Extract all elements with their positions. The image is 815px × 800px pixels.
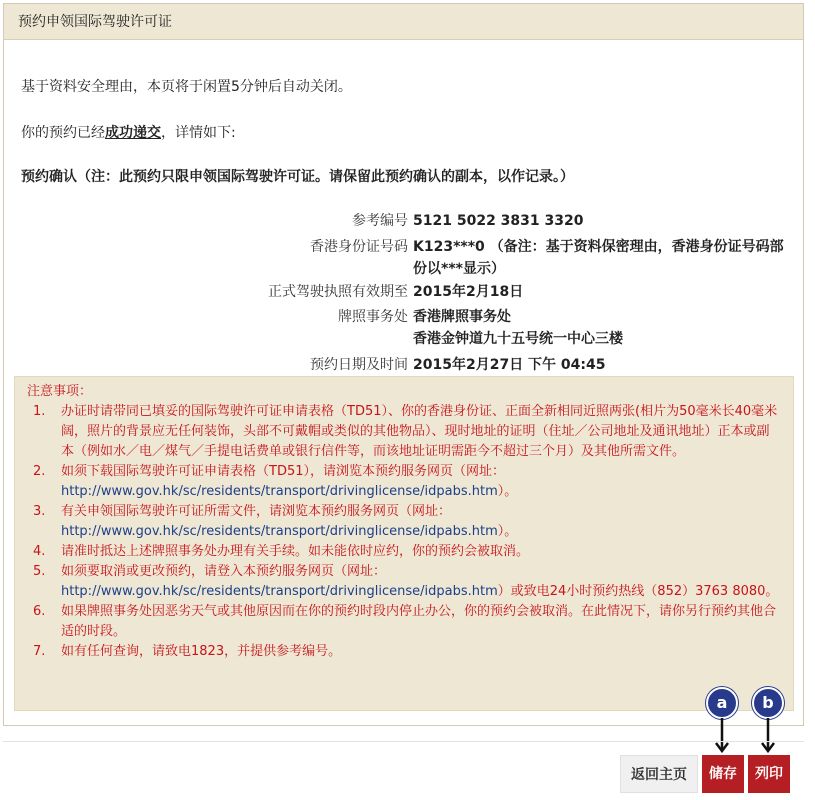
office-label: 牌照事务处 xyxy=(338,309,408,325)
notes-panel xyxy=(14,376,794,711)
note-item xyxy=(15,402,793,462)
note-item xyxy=(15,542,793,562)
note-url-link[interactable]: http://www.gov.hk/sc/residents/transport/drivinglicense/idpabs.htm xyxy=(61,524,498,539)
note-text: 有关申领国际驾驶许可证所需文件，请浏览本预约服务网页（网址： xyxy=(61,504,452,519)
office-value xyxy=(413,306,788,350)
licence-expiry-value: 2015年2月18日 xyxy=(413,284,524,300)
note-text: 如须下载国际驾驶许可证申请表格（TD51），请浏览本预约服务网页（网址： xyxy=(61,464,505,479)
print-button[interactable]: 列印 xyxy=(748,755,790,793)
submission-suffix: ，详情如下: xyxy=(161,125,236,141)
note-text: 如须要取消或更改预约，请登入本预约服务网页（网址： xyxy=(61,564,387,579)
note-item xyxy=(15,502,793,542)
note-text-after: ）或致电24小时预约热线（852）3763 8080。 xyxy=(497,584,779,599)
note-text-after: ）。 xyxy=(497,484,518,499)
down-arrow-icon xyxy=(714,718,730,758)
hkid-label: 香港身份证号码 xyxy=(310,239,408,255)
note-text: 办证时请带同已填妥的国际驾驶许可证申请表格（TD51）、你的香港身份证、正面全新相同近照两张(相片为50毫米长40毫米阔，照片的背景应无任何装饰，头部不可戴帽或类似的其他物品）、现时地址的证明（住址／公司地址及通讯地址）正本或副本（例如水／电／煤气／手提电话费单或银行信件等，而该地址证明需距今不超过三个月）及其他所需文件。 xyxy=(61,404,778,459)
note-number: 2. xyxy=(33,464,46,479)
note-url-link[interactable]: http://www.gov.hk/sc/residents/transport/drivinglicense/idpabs.htm xyxy=(61,584,498,599)
submission-success-text: 成功递交 xyxy=(105,125,161,141)
save-button[interactable]: 储存 xyxy=(702,755,744,793)
footer-divider xyxy=(3,741,804,742)
note-item xyxy=(15,462,793,502)
note-text: 请准时抵达上述牌照事务处办理有关手续。如未能依时应约，你的预约会被取消。 xyxy=(61,544,530,559)
office-name: 香港牌照事务处 xyxy=(413,309,511,325)
note-number: 1. xyxy=(33,404,46,419)
annotation-marker-b: b xyxy=(752,687,784,719)
note-item xyxy=(15,642,793,662)
confirmation-heading: 预约确认（注：此预约只限申领国际驾驶许可证。请保留此预约确认的副本，以作记录。） xyxy=(21,169,574,185)
note-text-after: ）。 xyxy=(497,524,518,539)
note-number: 5. xyxy=(33,564,46,579)
hkid-value: K123***0 （备注：基于资料保密理由，香港身份证号码部份以***显示） xyxy=(413,239,784,277)
notes-title: 注意事项： xyxy=(27,384,93,399)
content-panel xyxy=(3,3,804,726)
page-title: 预约申领国际驾驶许可证 xyxy=(4,4,803,40)
notes-list xyxy=(15,402,793,662)
note-item xyxy=(15,562,793,602)
note-number: 4. xyxy=(33,544,46,559)
annotation-marker-a: a xyxy=(706,687,738,719)
datetime-label: 预约日期及时间 xyxy=(310,357,408,373)
note-item xyxy=(15,602,793,642)
reference-value: 5121 5022 3831 3320 xyxy=(413,213,584,229)
licence-expiry-label: 正式驾驶执照有效期至 xyxy=(268,284,408,300)
submission-prefix: 你的预约已经 xyxy=(21,125,105,141)
note-number: 3. xyxy=(33,504,46,519)
down-arrow-icon xyxy=(760,718,776,758)
note-number: 6. xyxy=(33,604,46,619)
office-address: 香港金钟道九十五号统一中心三楼 xyxy=(413,331,623,347)
return-home-button[interactable]: 返回主页 xyxy=(620,755,698,793)
note-number: 7. xyxy=(33,644,46,659)
note-url-link[interactable]: http://www.gov.hk/sc/residents/transport/drivinglicense/idpabs.htm xyxy=(61,484,498,499)
note-text: 如有任何查询，请致电1823，并提供参考编号。 xyxy=(61,644,342,659)
reference-label: 参考编号 xyxy=(352,213,408,229)
datetime-value: 2015年2月27日 下午 04:45 xyxy=(413,357,606,373)
submission-status xyxy=(21,122,236,142)
timeout-notice: 基于资料安全理由，本页将于闲置5分钟后自动关闭。 xyxy=(21,79,352,95)
note-text: 如果牌照事务处因恶劣天气或其他原因而在你的预约时段内停止办公，你的预约会被取消。在此情况下，请你另行预约其他合适的时段。 xyxy=(61,604,777,639)
